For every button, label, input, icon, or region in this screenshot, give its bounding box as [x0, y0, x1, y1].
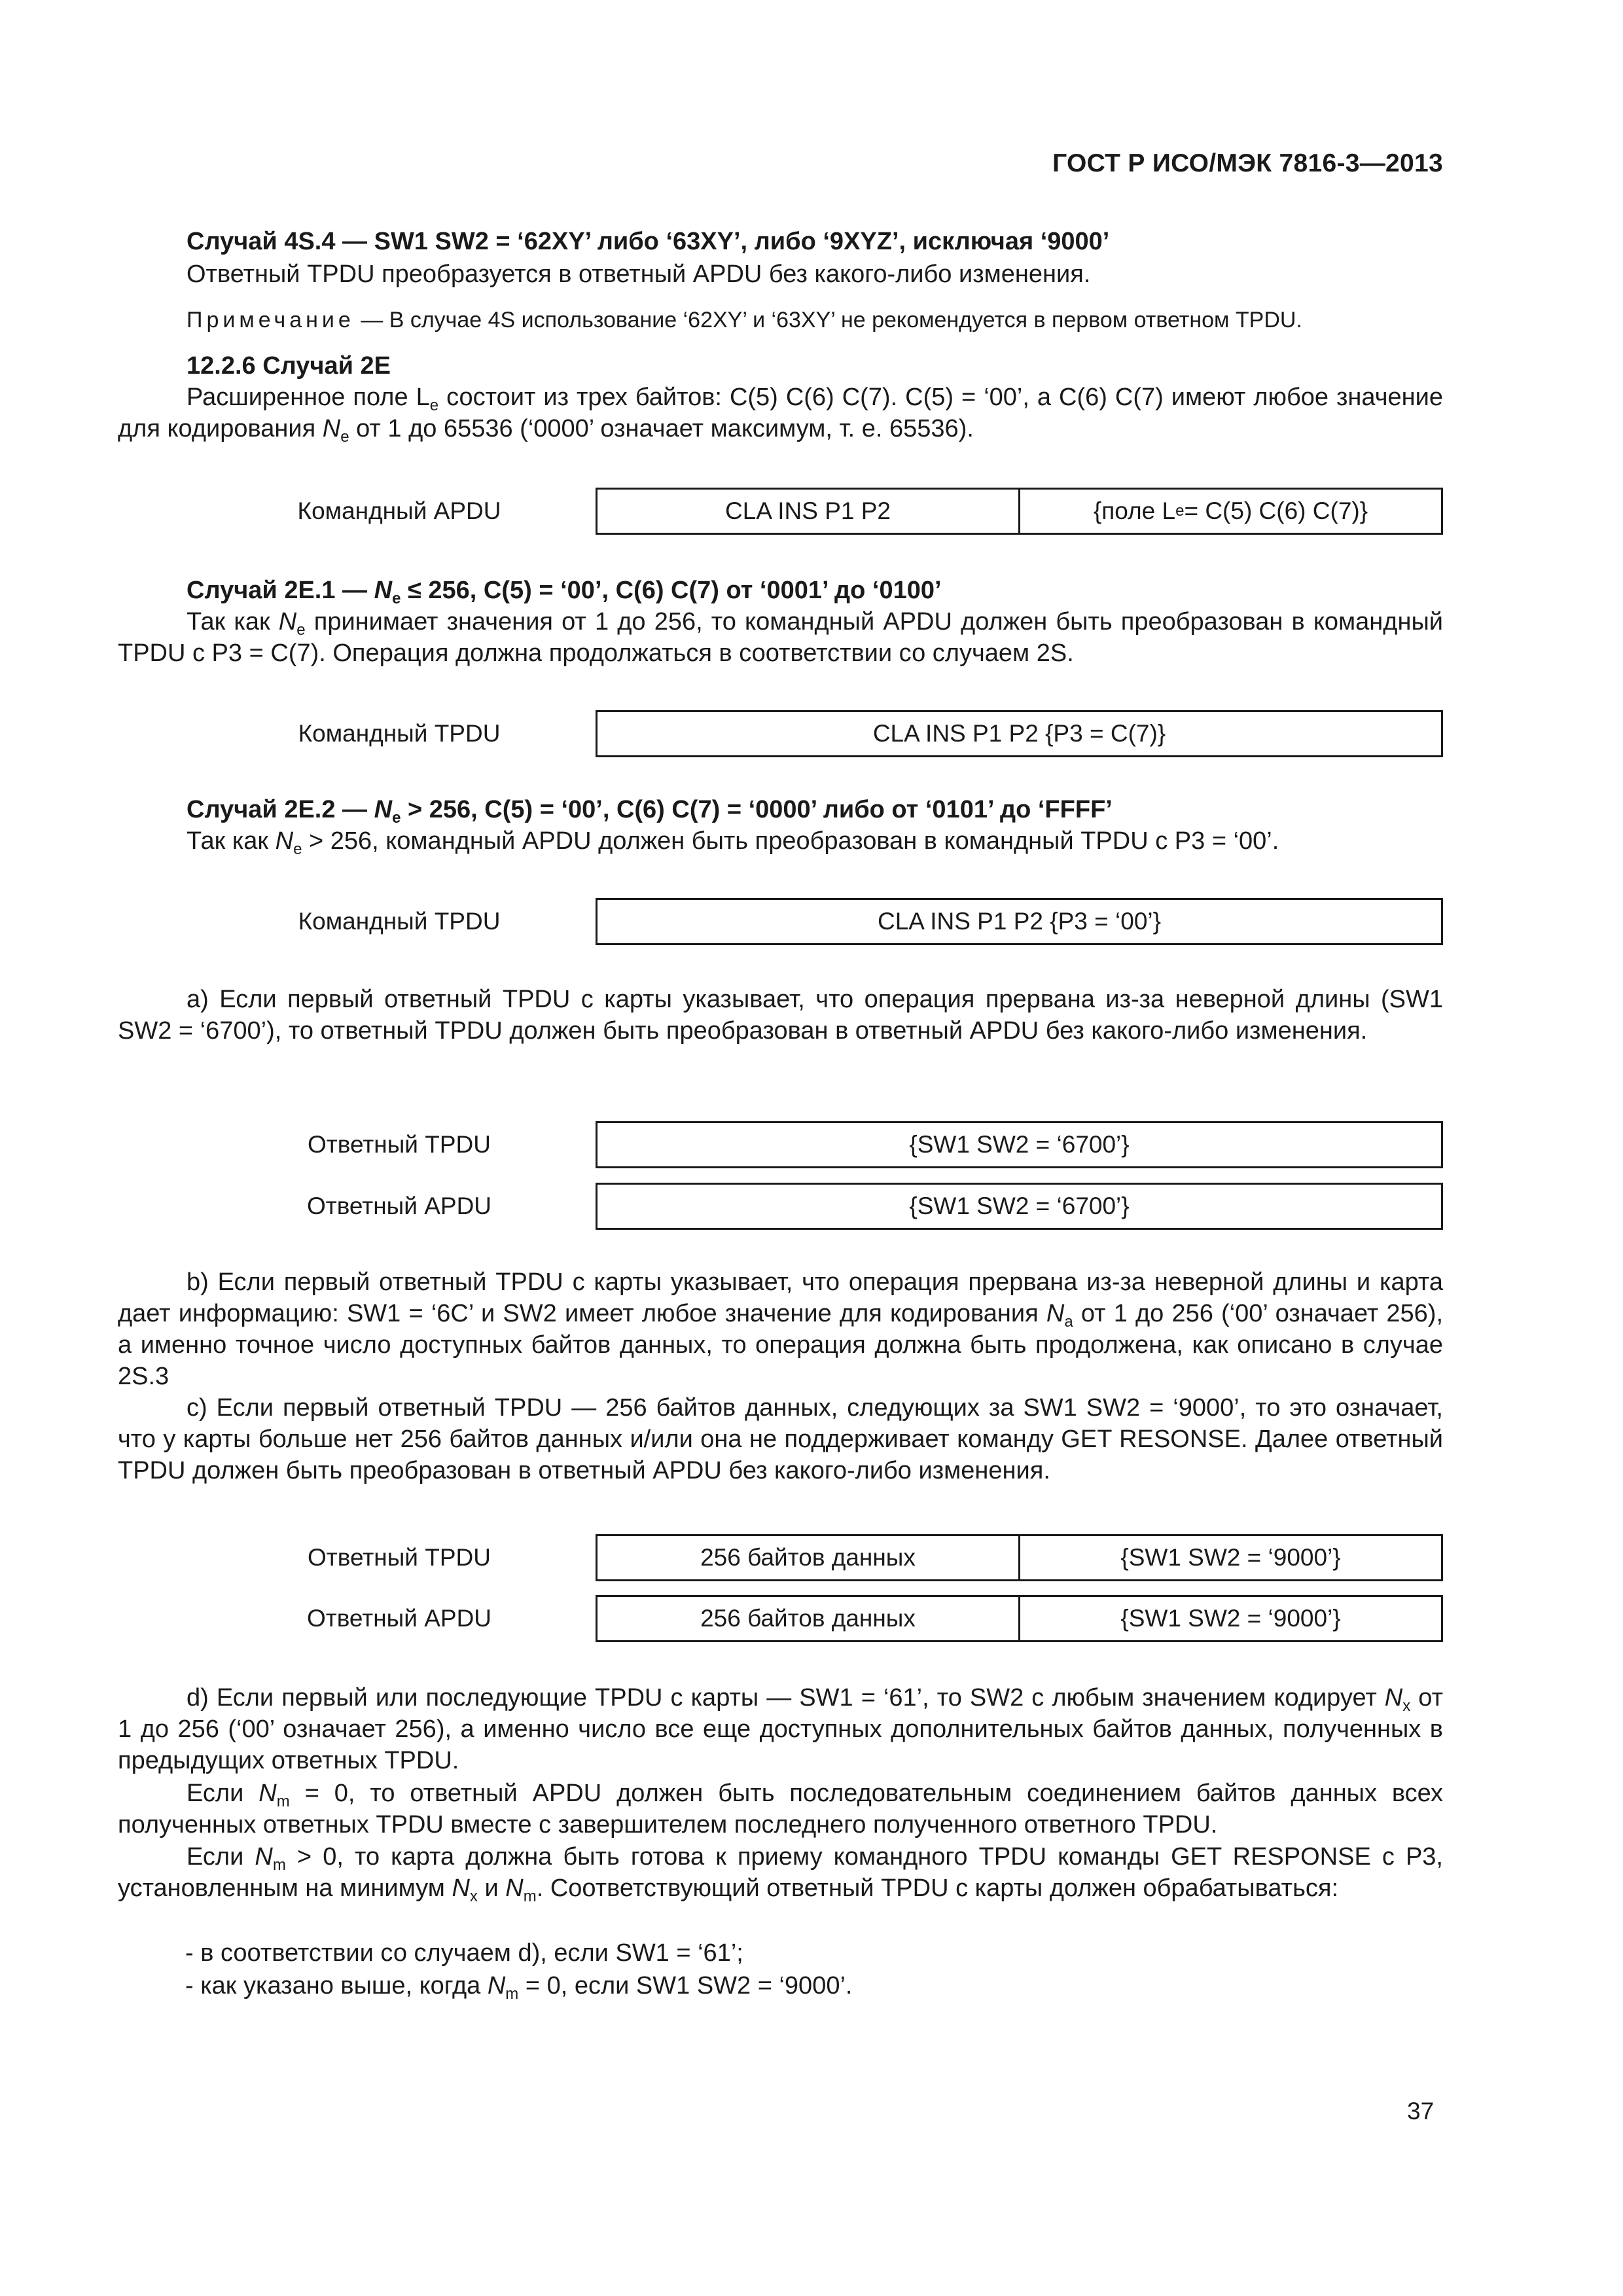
box-cell: 256 байтов данных — [700, 1544, 916, 1571]
standard-header: ГОСТ Р ИСО/МЭК 7816-3—2013 — [1052, 149, 1443, 177]
case-4s4-text: Ответный TPDU преобразуется в ответный APDU без какого-либо изменения. — [187, 260, 1091, 288]
row-label: Командный TPDU — [298, 720, 501, 747]
note-text: — В случае 4S использование ‘62XY’ и ‘63XY’ не рекомендуется в первом ответном TPDU. — [354, 308, 1302, 332]
section-12-2-6-text: Расширенное поле $L_e$ состоит из трех байтов: C(5) C(6) C(7). C(5) = ‘00’, а C(6) C(7) имеют любое значение для кодирования $N_e$ от 1 до 65536 (‘0000’ означает максимум, т. е. 65536). — [118, 384, 1443, 446]
row-label: Ответный APDU — [306, 1193, 492, 1219]
response-tpdu-box — [596, 1534, 1443, 1581]
row-label: Ответный TPDU — [308, 1544, 491, 1571]
box-cell: {SW1 SW2 = ‘9000’} — [1018, 1536, 1441, 1579]
list-item: - как указано выше, когда $N_m = 0$, если SW1 SW2 = ‘9000’. — [185, 1972, 853, 2003]
box-cell: {SW1 SW2 = ‘6700’} — [909, 1131, 1130, 1158]
item-d-paragraph-2: Если $N_m = 0$, то ответный APDU должен быть последовательным соединением байтов данных всех полученных ответных TPDU вместе с завершителем последнего полученного ответного TPDU. — [118, 1780, 1443, 1839]
box-cell: {поле L e = C(5) C(6) C(7)} — [1018, 490, 1441, 533]
row-label: Командный TPDU — [298, 908, 501, 935]
box-cell: {SW1 SW2 = ‘9000’} — [1018, 1597, 1441, 1640]
section-12-2-6-title: 12.2.6 Случай 2E — [187, 352, 391, 380]
case-4s4-title: Случай 4S.4 — SW1 SW2 = ‘62XY’ либо ‘63XY’, либо ‘9XYZ’, исключая ‘9000’ — [187, 228, 1110, 255]
case-2e1-title: Случай 2E.1 — $N_e \le 256$, C(5) = ‘00’, C(6) C(7) от ‘0001’ до ‘0100’ — [187, 577, 942, 607]
box-cell: CLA INS P1 P2 — [725, 497, 891, 524]
note-label: Примечание — [187, 308, 355, 332]
box-cell: CLA INS P1 P2 {P3 = ‘00’} — [878, 908, 1161, 935]
case-2e2-text: Так как $N_e > 256$, командный APDU должен быть преобразован в командный TPDU с P3 = ‘00’. — [187, 827, 1279, 858]
list-item: - в соответствии со случаем d), если SW1 = ‘61’; — [185, 1939, 743, 1967]
command-tpdu-box — [596, 710, 1443, 757]
response-tpdu-box — [596, 1121, 1443, 1168]
case-2e1-text: Так как $N_e$ принимает значения от 1 до 256, то командный APDU должен быть преобразован в командный TPDU с P3 = C(7). Операция должна продолжаться в соответствии со случаем 2S. — [118, 608, 1443, 667]
row-label: Ответный TPDU — [308, 1131, 491, 1158]
item-b-text: b) Если первый ответный TPDU с карты указывает, что операция прервана из-за неверной длины и карта дает информацию: SW1 = ‘6C’ и SW2 имеет любое значение для кодирования $N_a$ от 1 до 256 (‘00’ означает 256), а именно точное число доступных байтов данных, то операция должна быть продолжена, как описано в случае 2S.3 — [118, 1268, 1444, 1390]
item-d-paragraph-3: Если $N_m > 0$, то карта должна быть готова к приему командного TPDU команды GET RESPONSE с P3, установленным на минимум $N_x$ и $N_m$. Соответствующий ответный TPDU с карты должен обрабатываться: — [118, 1843, 1443, 1905]
box-cell: 256 байтов данных — [700, 1605, 916, 1632]
item-d-text: d) Если первый или последующие TPDU с карты — SW1 = ‘61’, то SW2 с любым значением кодирует $N_x$ от 1 до 256 (‘00’ означает 256), а именно число все еще доступных дополнительных байтов данных, полученных в предыдущих ответных TPDU. — [118, 1684, 1443, 1774]
command-tpdu-box — [596, 898, 1443, 945]
response-apdu-box — [596, 1183, 1443, 1230]
case-2e2-title: Случай 2E.2 — $N_e > 256$, C(5) = ‘00’, C(6) C(7) = ‘0000’ либо от ‘0101’ до ‘FFFF’ — [187, 796, 1113, 827]
box-cell: CLA INS P1 P2 {P3 = C(7)} — [872, 720, 1166, 747]
response-apdu-box — [596, 1595, 1443, 1642]
row-label: Командный APDU — [297, 497, 501, 524]
item-a-text: a) Если первый ответный TPDU с карты указывает, что операция прервана из-за неверной длины (SW1 SW2 = ‘6700’), то ответный TPDU должен быть преобразован в ответный APDU без какого-либо изменения. — [118, 986, 1443, 1045]
box-cell: {SW1 SW2 = ‘6700’} — [909, 1193, 1130, 1219]
case-4s4-note — [118, 304, 1443, 336]
row-label: Ответный APDU — [306, 1605, 492, 1632]
item-c-text: c) Если первый ответный TPDU — 256 байтов данных, следующих за SW1 SW2 = ‘9000’, то это означает, что у карты больше нет 256 байтов данных и/или она не поддерживает команду GET RESONSE. Далее ответный TPDU должен быть преобразован в ответный APDU без какого-либо изменения. — [118, 1394, 1443, 1484]
page-number: 37 — [1407, 2098, 1435, 2125]
command-apdu-box — [596, 488, 1443, 535]
